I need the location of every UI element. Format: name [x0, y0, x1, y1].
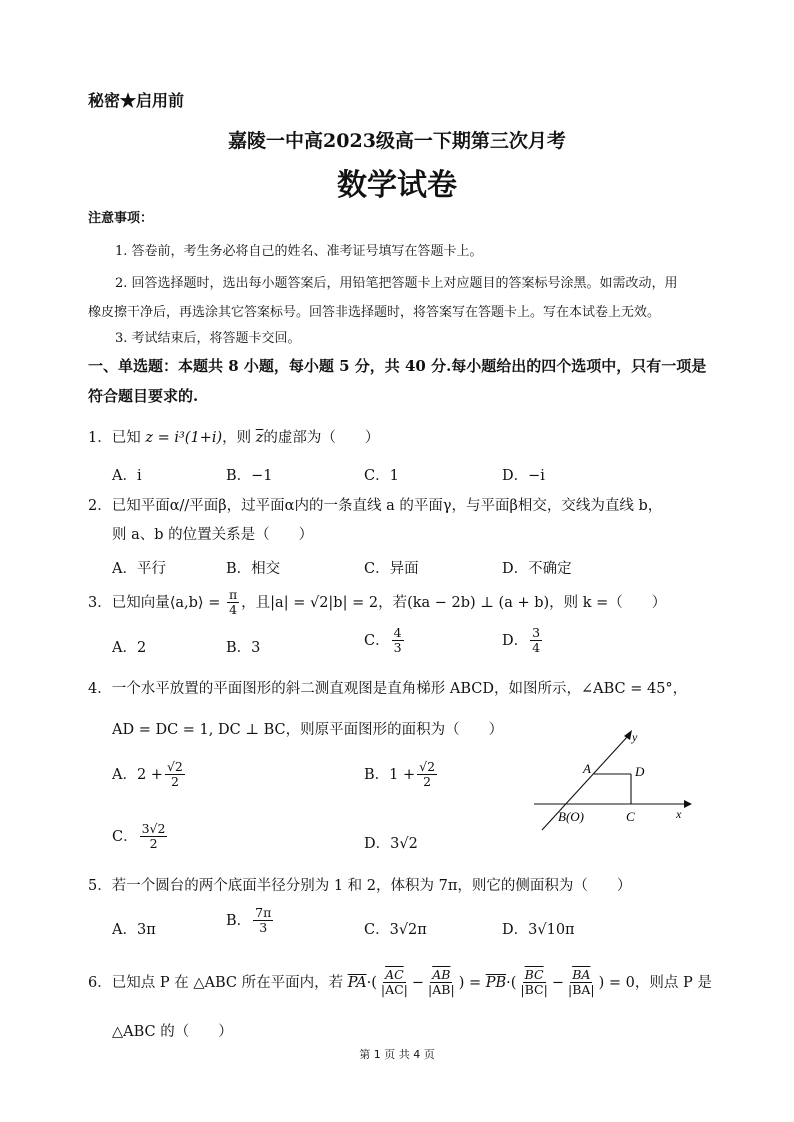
q1-option-d: D．−i — [502, 468, 545, 484]
q2-line2: 则 a、b 的位置关系是（ ） — [112, 527, 314, 543]
q6-f2-num: $\overline{AB}$ — [432, 967, 451, 982]
q1-option-c: C．1 — [364, 468, 399, 484]
q1-conj: $\overline{z}$ — [255, 430, 264, 446]
question-4 — [88, 677, 687, 698]
notice-item-2: 2. 回答选择题时，选出每小题答案后，用铅笔把答题卡上对应题目的答案标号涂黑。如需改动，用 — [115, 276, 678, 291]
q4-c-den: 2 — [149, 836, 158, 852]
q2-option-d: D．不确定 — [502, 561, 572, 577]
question-3 — [88, 588, 666, 618]
q3-d-num: 3 — [532, 625, 541, 640]
q4-option-a — [112, 760, 187, 790]
q4-line2: AD = DC = 1, DC ⊥ BC，则原平面图形的面积为（ ） — [112, 722, 504, 738]
q3-c-den: 3 — [393, 640, 402, 656]
q6-f1-den: |AC| — [380, 982, 408, 998]
q5-text: 若一个圆台的两个底面半径分别为 1 和 2，体积为 7π，则它的侧面积为（ ） — [111, 878, 632, 894]
q3-option-a: A．2 — [112, 640, 147, 656]
q6-f3-den: |BC| — [520, 982, 548, 998]
label-a: A — [583, 761, 591, 776]
section1-line1: 一、单选题：本题共 8 小题，每小题 5 分，共 40 分.每小题给出的四个选项中，只有一项是 — [88, 357, 707, 375]
q1-option-a: A．i — [112, 468, 142, 484]
q1-mid: ，则 — [222, 430, 252, 446]
label-d: D — [635, 764, 645, 779]
q4-option-c-frac — [140, 822, 168, 852]
q5-option-b-label: B． — [226, 912, 252, 929]
q4-option-b-frac — [417, 760, 437, 790]
q4-option-b — [364, 760, 439, 790]
q6-number: 6． — [88, 974, 112, 991]
label-c: C — [626, 809, 635, 824]
q5-number: 5． — [88, 878, 112, 894]
q3-option-c — [364, 626, 406, 656]
q4-option-c-pre: C． — [112, 828, 138, 845]
q3-frac — [227, 588, 239, 618]
question-1 — [88, 426, 379, 447]
q2-option-a: A．平行 — [112, 561, 166, 577]
y-axis — [542, 736, 628, 830]
secret-label: 秘密★启用前 — [88, 91, 185, 110]
q3-c-num: 4 — [393, 625, 402, 640]
q5-option-d: D．3√10π — [502, 922, 575, 938]
section1-line2: 符合题目要求的. — [88, 387, 199, 405]
q1-post: 的虚部为（ ） — [263, 430, 380, 446]
q1-number: 1． — [88, 430, 112, 446]
label-x: x — [676, 807, 682, 821]
label-y: y — [632, 730, 638, 744]
notice-item-1: 1. 答卷前，考生务必将自己的姓名、准考证号填写在答题卡上。 — [115, 244, 483, 259]
q4-option-d: D．3√2 — [364, 836, 418, 852]
question-2 — [88, 494, 662, 515]
q5-b-den: 3 — [259, 920, 268, 936]
q3-frac-num: π — [228, 587, 238, 602]
q6-frac-1 — [379, 968, 410, 998]
q4-option-c — [112, 822, 169, 852]
q4-c-num: 3√2 — [141, 821, 166, 836]
q4-number: 4． — [88, 681, 112, 697]
q6-pb: $\overline{PB}$ — [485, 974, 507, 991]
q3-option-c-label: C． — [364, 632, 390, 649]
q5-option-b-frac — [253, 906, 273, 936]
q6-pa: $\overline{PA}$ — [347, 974, 367, 991]
q2-option-b: B．相交 — [226, 561, 281, 577]
q3-d-den: 4 — [532, 640, 541, 656]
school-title: 嘉陵一中高2023级高一下期第三次月考 — [228, 130, 566, 152]
q6-line2: △ABC 的（ ） — [112, 1024, 233, 1040]
q3-number: 3． — [88, 594, 112, 611]
notice-title: 注意事项： — [88, 211, 154, 226]
subject-title: 数学试卷 — [337, 168, 457, 203]
q6-f3-num: $\overline{BC}$ — [524, 967, 544, 982]
q6-frac-4 — [566, 968, 597, 998]
q1-option-b: B．−1 — [226, 468, 273, 484]
q4-a-num: √2 — [166, 759, 183, 774]
q6-post: = 0，则点 P 是 — [608, 974, 712, 991]
q2-number: 2． — [88, 498, 112, 514]
q3-option-d-label: D． — [502, 632, 529, 649]
q4-a-den: 2 — [170, 774, 179, 790]
q6-pre: 已知点 P 在 △ABC 所在平面内，若 — [111, 974, 344, 991]
question-6: 6．已知点 P 在 △ABC 所在平面内，若 $\overline{PA}\cdot$( $\frac{\overline{AC}}{|AC|}$ − $\frac{\overline{AB}}{|AB|}$ ) = $\overline{PB}\cdot$( $\frac{\overline{BC}}{|BC|}$ − $\frac{\overline{BA}}{|BA|}$ ) = 0，则点 P 是 — [88, 967, 712, 998]
q4-b-num: √2 — [419, 759, 436, 774]
q3-option-d — [502, 626, 544, 656]
notice-item-2-cont: 橡皮擦干净后，再选涂其它答案标号。回答非选择题时，将答案写在答题卡上。写在本试卷上无效。 — [88, 305, 661, 320]
q4-figure — [528, 726, 694, 834]
q3-frac-den: 4 — [229, 602, 238, 618]
q6-f4-num: $\overline{BA}$ — [572, 967, 591, 982]
q3-option-d-frac — [530, 626, 542, 656]
q4-b-den: 2 — [423, 774, 432, 790]
q1-expr: z = i³(1+i) — [145, 430, 223, 446]
q5-option-b — [226, 906, 275, 936]
q5-option-c: C．3√2π — [364, 922, 427, 938]
q4-option-a-frac — [165, 760, 185, 790]
q3-mid: ，且|a| = √2|b| = 2，若(ka − 2b) ⊥ (a + b)，则 k =（ ） — [241, 594, 667, 611]
q6-f1-num: $\overline{AC}$ — [385, 967, 404, 982]
q6-frac-2 — [426, 968, 457, 998]
q5-b-num: 7π — [255, 905, 272, 920]
q2-option-c: C．异面 — [364, 561, 419, 577]
q5-option-a: A．3π — [112, 922, 156, 938]
q6-frac-3 — [518, 968, 549, 998]
page-footer: 第 1 页 共 4 页 — [359, 1048, 435, 1061]
q4-option-a-pre: A．2 + — [112, 766, 163, 783]
x-axis-arrow — [684, 800, 692, 808]
notice-item-3: 3. 考试结束后，将答题卡交回。 — [115, 331, 301, 346]
q3-pre: 已知向量⟨a,b⟩ = — [111, 594, 221, 611]
question-5 — [88, 874, 631, 895]
q4-line1: 一个水平放置的平面图形的斜二测直观图是直角梯形 ABCD，如图所示，∠ABC = 45°， — [111, 681, 688, 697]
q6-f4-den: |BA| — [567, 982, 595, 998]
q3-option-b: B．3 — [226, 640, 261, 656]
q4-option-b-pre: B．1 + — [364, 766, 416, 783]
q1-pre: 已知 — [111, 430, 141, 446]
q3-option-c-frac — [392, 626, 404, 656]
q2-line1: 已知平面α//平面β，过平面α内的一条直线 a 的平面γ，与平面β相交，交线为直线 b， — [111, 498, 663, 514]
q6-f2-den: |AB| — [428, 982, 455, 998]
label-bo: B(O) — [558, 809, 584, 824]
